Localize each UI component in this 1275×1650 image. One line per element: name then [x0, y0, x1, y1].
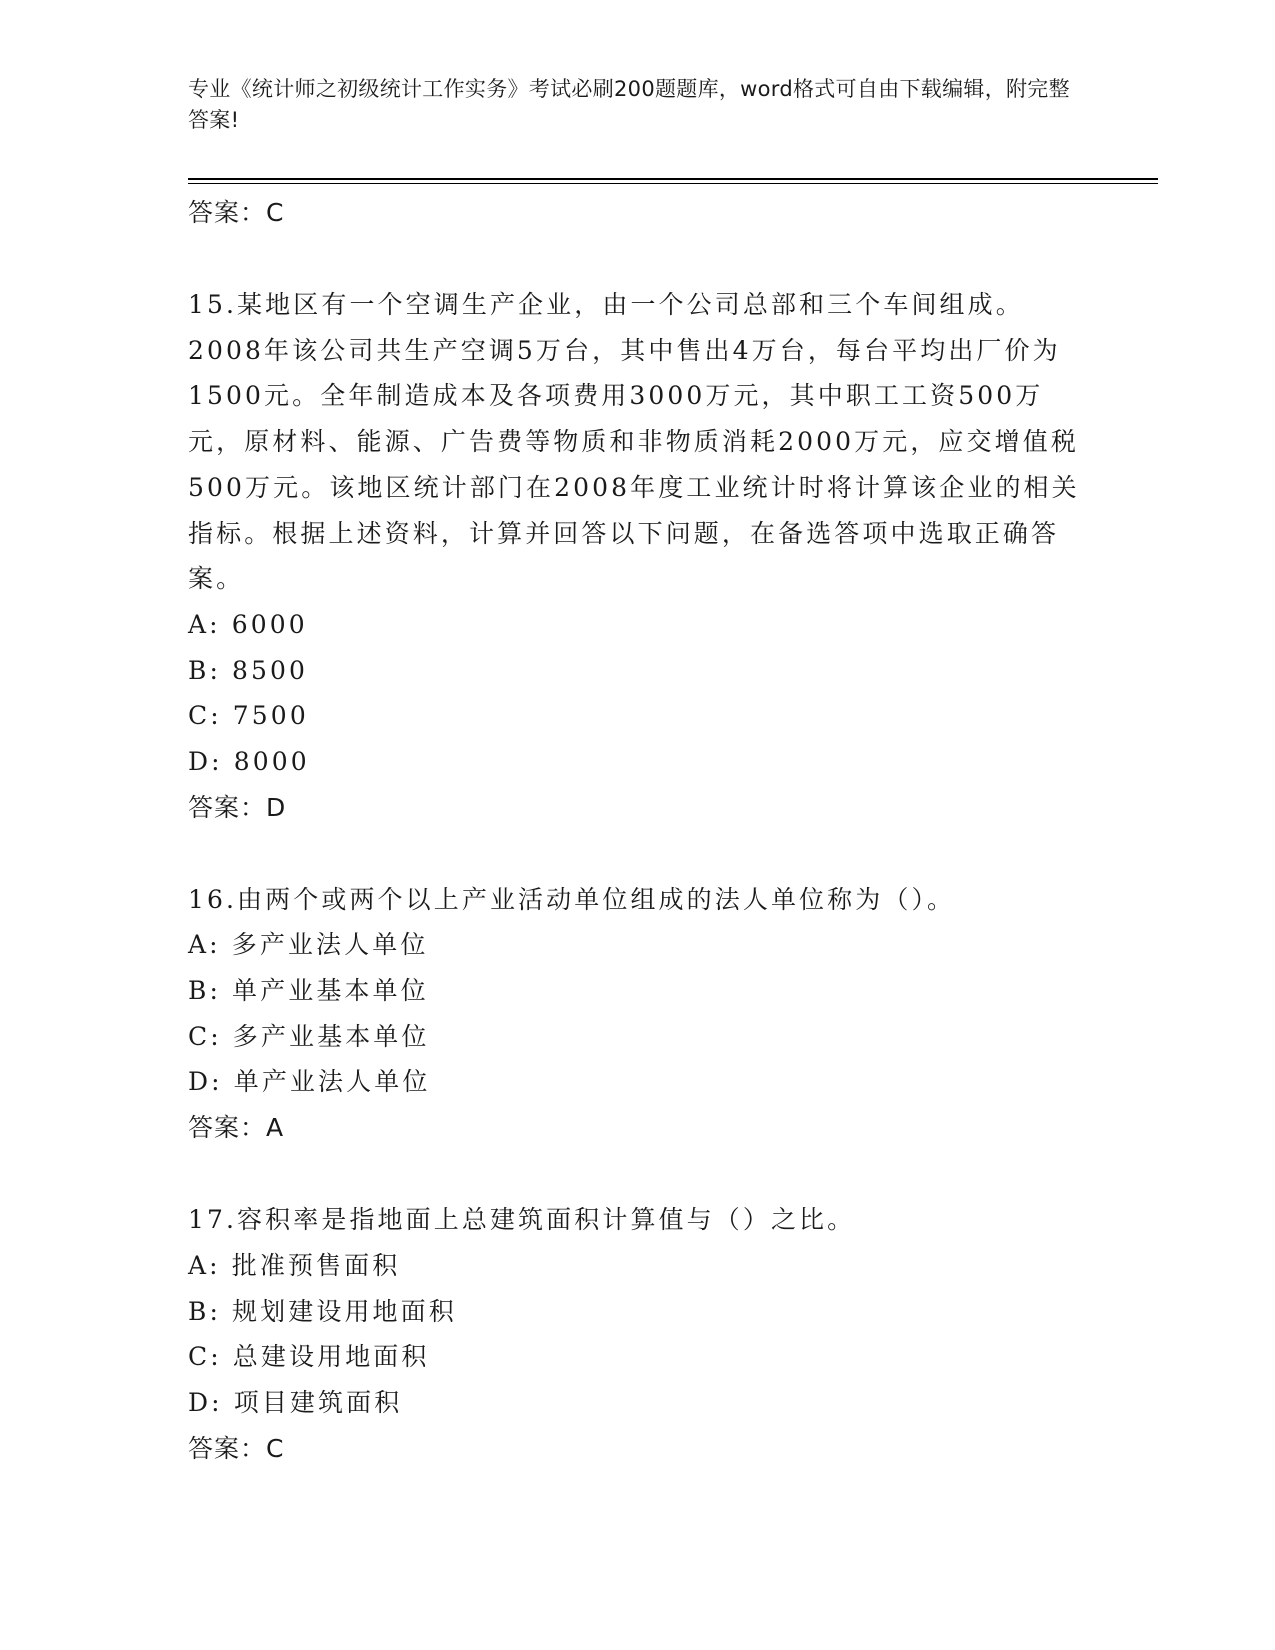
option-b: B: 规划建设用地面积: [188, 1296, 457, 1326]
option-a: A: 6000: [188, 609, 308, 639]
question-stem: 16.由两个或两个以上产业活动单位组成的法人单位称为（）。: [188, 884, 956, 914]
header-rule-thick: [188, 178, 1158, 180]
question-block: [188, 282, 1088, 831]
option-c: C: 多产业基本单位: [188, 1021, 430, 1051]
question-block: [188, 1197, 1088, 1471]
option-b: B: 单产业基本单位: [188, 976, 429, 1006]
answer-line: 答案：D: [188, 792, 287, 822]
header-rule-thin: [188, 183, 1158, 184]
question-block: [188, 877, 1088, 1151]
spacer: [188, 831, 1088, 877]
question-stem: 17.容积率是指地面上总建筑面积计算值与（）之比。: [188, 1205, 856, 1235]
option-c: C: 7500: [188, 701, 309, 731]
option-d: D: 项目建筑面积: [188, 1387, 403, 1417]
answer-line: 答案：C: [188, 1433, 285, 1463]
question-stem: 15.某地区有一个空调生产企业，由一个公司总部和三个车间组成。2008年该公司共生产空调5万台，其中售出4万台，每台平均出厂价为1500元。全年制造成本及各项费用3000万元，其中职工工资500万元，原材料、能源、广告费等物质和非物质消耗2000万元，应交增值税500万元。该地区统计部门在2008年度工业统计时将计算该企业的相关指标。根据上述资料，计算并回答以下问题，在备选答项中选取正确答案。: [188, 290, 1080, 594]
document-header: 专业《统计师之初级统计工作实务》考试必刷200题题库，word格式可自由下载编辑，附完整答案!: [188, 77, 1070, 132]
spacer: [188, 236, 1088, 282]
question-list: [188, 190, 1088, 1472]
spacer: [188, 1151, 1088, 1197]
answer-line: 答案：A: [188, 1113, 285, 1143]
option-d: D: 8000: [188, 746, 310, 776]
option-d: D: 单产业法人单位: [188, 1067, 431, 1097]
option-a: A: 多产业法人单位: [188, 930, 429, 960]
option-b: B: 8500: [188, 655, 309, 685]
option-c: C: 总建设用地面积: [188, 1342, 430, 1372]
previous-answer: 答案：C: [188, 198, 285, 227]
option-a: A: 批准预售面积: [188, 1250, 401, 1280]
